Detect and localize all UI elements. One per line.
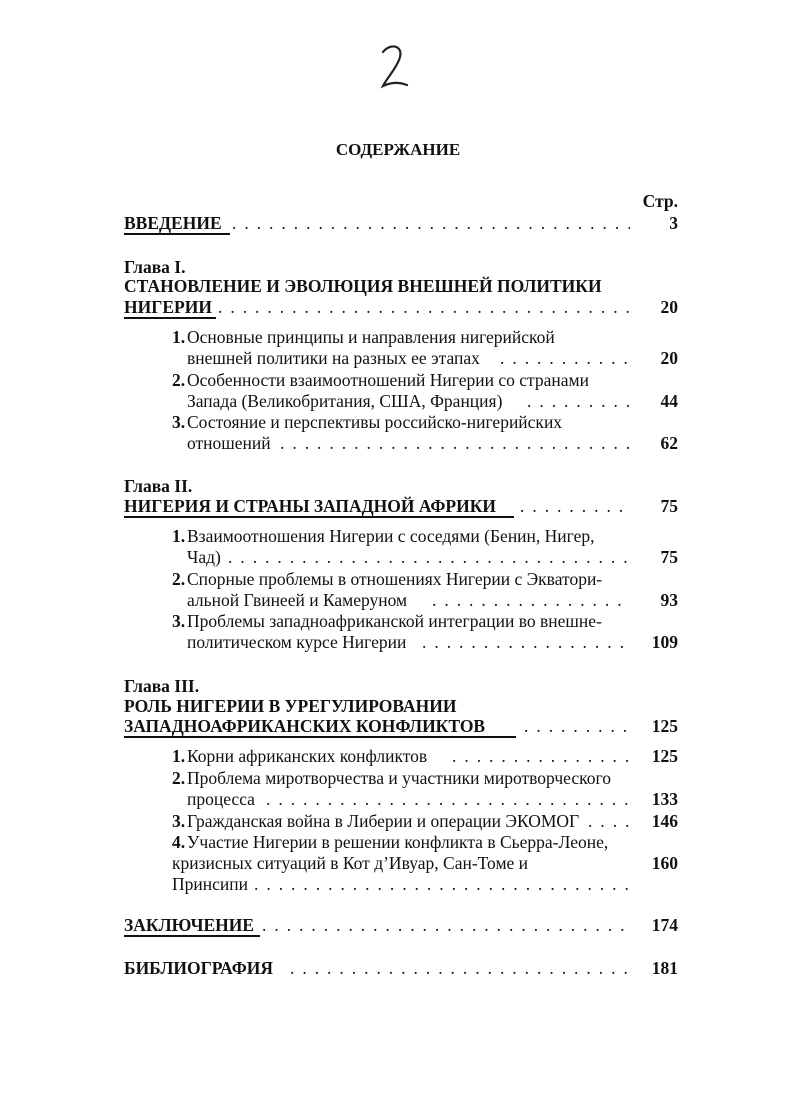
chapter3-page: 125 — [651, 716, 678, 736]
section-number: 4. — [172, 832, 186, 852]
section-title-line: Проблема миротворчества и участники миротворческого — [187, 768, 611, 788]
section-page: 75 — [660, 547, 678, 567]
leader-dots — [218, 297, 630, 318]
section-title-line: отношений — [187, 433, 271, 453]
section-page: 44 — [660, 391, 678, 411]
leader-dots — [588, 811, 630, 832]
section-title-line: альной Гвинеей и Камеруном — [187, 590, 408, 610]
section-title-line: Принсипи — [172, 874, 248, 894]
leader-dots — [228, 547, 630, 568]
leader-dots — [422, 632, 630, 653]
leader-dots — [452, 746, 630, 767]
page-column-label: Стр. — [642, 191, 678, 211]
chapter1-label: Глава I. — [124, 257, 186, 277]
leader-dots — [527, 391, 630, 412]
leader-dots — [232, 213, 630, 234]
leader-dots — [254, 874, 630, 895]
chapter2-title-line1: НИГЕРИЯ И СТРАНЫ ЗАПАДНОЙ АФРИКИ — [124, 496, 497, 516]
section-number: 3. — [172, 412, 186, 432]
page-title: СОДЕРЖАНИЕ — [335, 140, 461, 159]
section-title-line: Проблемы западноафриканской интеграции во внешне- — [187, 611, 602, 631]
section-title-line: Гражданская война в Либерии и операции ЭКОМОГ — [187, 811, 580, 831]
chapter2-label: Глава II. — [124, 476, 193, 496]
section-title-line: внешней политики на разных ее этапах — [187, 348, 480, 368]
chapter1-underline — [124, 317, 216, 319]
section-title-line: кризисных ситуаций в Кот д’Ивуар, Сан-Томе и — [172, 853, 529, 873]
toc-intro-page: 3 — [669, 213, 678, 233]
section-page: 160 — [651, 853, 678, 873]
intro-underline — [124, 233, 230, 235]
chapter3-underline — [124, 736, 516, 738]
toc-conclusion-page: 174 — [651, 915, 678, 935]
conclusion-underline — [124, 935, 260, 937]
chapter2-page: 75 — [660, 496, 678, 516]
leader-dots — [520, 496, 630, 517]
toc-bibliography-page: 181 — [651, 958, 678, 978]
svg-text:2: 2 — [365, 38, 366, 39]
chapter3-label: Глава III. — [124, 676, 200, 696]
chapter2-underline — [124, 516, 514, 518]
section-page: 20 — [660, 348, 678, 368]
chapter1-page: 20 — [660, 297, 678, 317]
toc-conclusion-label: ЗАКЛЮЧЕНИЕ — [124, 915, 255, 935]
leader-dots — [262, 915, 630, 936]
section-number: 2. — [172, 370, 186, 390]
section-page: 93 — [660, 590, 678, 610]
section-page: 133 — [651, 789, 678, 809]
section-number: 1. — [172, 746, 186, 766]
section-number: 3. — [172, 611, 186, 631]
section-title-line: политическом курсе Нигерии — [187, 632, 407, 652]
chapter3-title-line1: РОЛЬ НИГЕРИИ В УРЕГУЛИРОВАНИИ — [124, 696, 457, 716]
section-page: 146 — [651, 811, 678, 831]
section-number: 2. — [172, 569, 186, 589]
section-number: 2. — [172, 768, 186, 788]
section-title-line: процесса — [187, 789, 255, 809]
section-page: 125 — [651, 746, 678, 766]
section-number: 1. — [172, 526, 186, 546]
leader-dots — [524, 716, 630, 737]
chapter1-title-line2: НИГЕРИИ — [124, 297, 212, 317]
chapter3-title-line2: ЗАПАДНОАФРИКАНСКИХ КОНФЛИКТОВ — [124, 716, 486, 736]
leader-dots — [290, 958, 630, 979]
toc-bibliography-label: БИБЛИОГРАФИЯ — [124, 958, 273, 978]
section-title-line: Спорные проблемы в отношениях Нигерии с Экватори- — [187, 569, 603, 589]
handwritten-page-number — [365, 38, 425, 98]
chapter1-title-line1: СТАНОВЛЕНИЕ И ЭВОЛЮЦИЯ ВНЕШНЕЙ ПОЛИТИКИ — [124, 276, 602, 296]
leader-dots — [500, 348, 630, 369]
section-title-line: Запада (Великобритания, США, Франция) — [187, 391, 503, 411]
section-title-line: Состояние и перспективы российско-нигерийских — [187, 412, 563, 432]
section-page: 109 — [651, 632, 678, 652]
section-title-line: Взаимоотношения Нигерии с соседями (Бенин, Нигер, — [187, 526, 595, 546]
section-title-line: Участие Нигерии в решении конфликта в Сьерра-Леоне, — [187, 832, 609, 852]
toc-intro-label: ВВЕДЕНИЕ — [124, 213, 222, 233]
section-page: 62 — [660, 433, 678, 453]
section-number: 1. — [172, 327, 186, 347]
leader-dots — [266, 789, 630, 810]
section-title-line: Особенности взаимоотношений Нигерии со странами — [187, 370, 589, 390]
section-title-line: Корни африканских конфликтов — [187, 746, 428, 766]
leader-dots — [280, 433, 630, 454]
leader-dots — [432, 590, 630, 611]
section-number: 3. — [172, 811, 186, 831]
section-title-line: Основные принципы и направления нигерийской — [187, 327, 555, 347]
section-title-line: Чад) — [187, 547, 221, 567]
